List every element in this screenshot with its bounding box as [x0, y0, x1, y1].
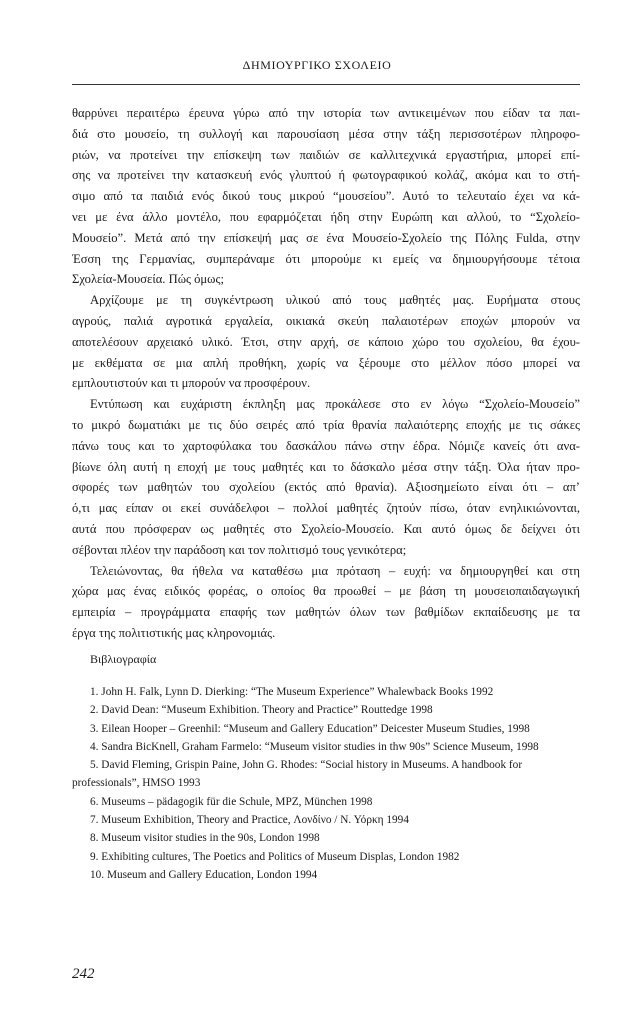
body-line: το μικρό δωματιάκι με τις δύο σειρές από τρία θρανία παλαιότερης εποχής με τις σάκες: [72, 417, 580, 432]
body-line: Τελειώνοντας, θα ήθελα να καταθέσω μια πρόταση – ευχή: να δημιουργηθεί και στη: [90, 563, 580, 578]
body-line: αποτελέσουν αρχειακό υλικό. Έτσι, στην αρχή, σε κάποιο χώρο του σχολείου, θα έχου-: [72, 334, 580, 349]
body-line: ριών, να προτείνει την επίσκεψη των παιδιών σε καλλιτεχνικά εργαστήρια, μπορεί επί-: [72, 147, 580, 162]
body-line: σιμο από τα παιδιά ενός δικού τους μικρού “μουσείου”. Αυτό το τελευταίο έχει να κά-: [72, 189, 580, 204]
running-head: ΔΗΜΙΟΥΡΓΙΚΟ ΣΧΟΛΕΙΟ: [242, 58, 392, 72]
body-line: με εκθέματα σε μια απλή προθήκη, χωρίς να ξέρουμε στο μέλλον πόσο μπορεί να: [72, 355, 580, 370]
body-line: αυτά που πρόσφεραν ως μαθητές στο Σχολείο-Μουσείο. Και αυτό όμως δε δείχνει ότι: [72, 521, 580, 536]
body-line: αγρούς, παλιά αγροτικά εργαλεία, οικιακά σκεύη παλαιοτέρων εποχών μπορούν να: [72, 313, 580, 328]
body-line: νει με ένα άλλο μοντέλο, που εφαρμόζεται ήδη στην Ευρώπη και αλλού, το “Σχολείο-: [72, 209, 580, 224]
bibliography-entry-continuation: professionals”, HMSO 1993: [72, 777, 201, 790]
bibliography-entry: 10. Museum and Gallery Education, London 1994: [90, 868, 318, 881]
bibliography-entry: 2. David Dean: “Museum Exhibition. Theory and Practice” Routtedge 1998: [90, 704, 433, 717]
body-line: θαρρύνει περαιτέρω έρευνα γύρω από την ιστορία των αντικειμένων που είδαν τα παι-: [72, 106, 580, 120]
bibliography-entry: 4. Sandra BicKnell, Graham Farmelo: “Museum visitor studies in thw 90s” Science Museum, 1998: [90, 740, 539, 753]
body-text: [72, 103, 580, 644]
body-line: έργα της πολιτιστικής μας κληρονομιάς.: [72, 625, 276, 640]
bibliography-entry: 6. Museums – pädagogik für die Schule, MPZ, München 1998: [90, 795, 373, 808]
body-line: χώρα μας ένας ειδικός φορέας, ο οποίος θα προωθεί – με βάση τη μουσειοπαιδαγωγική: [72, 584, 580, 599]
bibliography-list: [72, 683, 580, 884]
body-line: ό,τι μας είπαν οι εκεί συνάδελφοι – πολλοί μαθητές ζητούν πίσω, όταν ενηλικιώνονται,: [72, 501, 580, 516]
body-line: διά στο μουσείο, τη συλλογή και παρουσίαση μέσα στην τάξη περισσοτέρων πληροφο-: [72, 126, 580, 141]
body-line: σφορές των μαθητών του σχολείου (εκτός από θρανία). Αξιοσημείωτο είναι ότι – απ’: [72, 480, 580, 495]
body-line: βίωνε όλη αυτή η εποχή με τους μαθητές και το δάσκαλο μέσα στην τάξη. Όλα ήταν προ-: [72, 459, 580, 474]
bibliography-entry: 8. Museum visitor studies in the 90s, London 1998: [90, 832, 320, 845]
body-line: εμπλουτιστούν και τι μπορούν να προσφέρουν.: [72, 376, 311, 391]
body-line: Έσση της Γερμανίας, συμπεράναμε ότι μπορούμε κι εμείς να δημιουργήσουμε τέτοια: [72, 251, 580, 266]
bibliography-entry: 9. Exhibiting cultures, The Poetics and Politics of Museum Displas, London 1982: [90, 850, 460, 863]
bibliography-heading: Βιβλιογραφία: [90, 652, 157, 666]
header-rule: [72, 84, 580, 85]
body-line: Μουσείο”. Μετά από την επίσκεψή μας σε ένα Μουσείο-Σχολείο της Πόλης Fulda, στην: [72, 230, 580, 245]
body-line: σης να προτείνει την κατασκευή ενός γλυπτού ή φωτογραφικού κολάζ, ακόμα και το στή-: [72, 168, 580, 183]
body-line: εμπειρία – προγράμματα επαφής των μαθητών όλων των βαθμίδων εκπαίδευσης με τα: [72, 605, 580, 620]
body-line: σέβονται πλέον την παράδοση και τον πολιτισμό τους γενικότερα;: [72, 542, 407, 557]
bibliography-entry: 5. David Fleming, Grispin Paine, John G. Rhodes: “Social history in Museums. A handbook for: [90, 759, 523, 772]
body-line: Εντύπωση και ευχάριστη έκπληξη μας προκάλεσε στο εν λόγω “Σχολείο-Μουσείο”: [90, 397, 580, 412]
bibliography-entry: 1. John H. Falk, Lynn D. Dierking: “The Museum Experience” Whalewback Books 1992: [90, 686, 494, 698]
bibliography-entry: 7. Museum Exhibition, Theory and Practice, Λονδίνο / Ν. Υόρκη 1994: [90, 814, 409, 827]
bibliography-entry: 3. Eilean Hooper – Greenhil: “Museum and Gallery Education” Deicester Museum Studies, 1998: [90, 722, 530, 735]
body-line: πάνω τους και το χαρτοφύλακα του δασκάλου πάνω στην έδρα. Νόμιζε κανείς ότι ανα-: [72, 438, 580, 453]
page-number: 242: [72, 966, 95, 982]
body-line: Σχολεία-Μουσεία. Πώς όμως;: [72, 272, 224, 287]
body-line: Αρχίζουμε με τη συγκέντρωση υλικού από τους μαθητές μας. Ευρήματα στους: [90, 293, 580, 308]
